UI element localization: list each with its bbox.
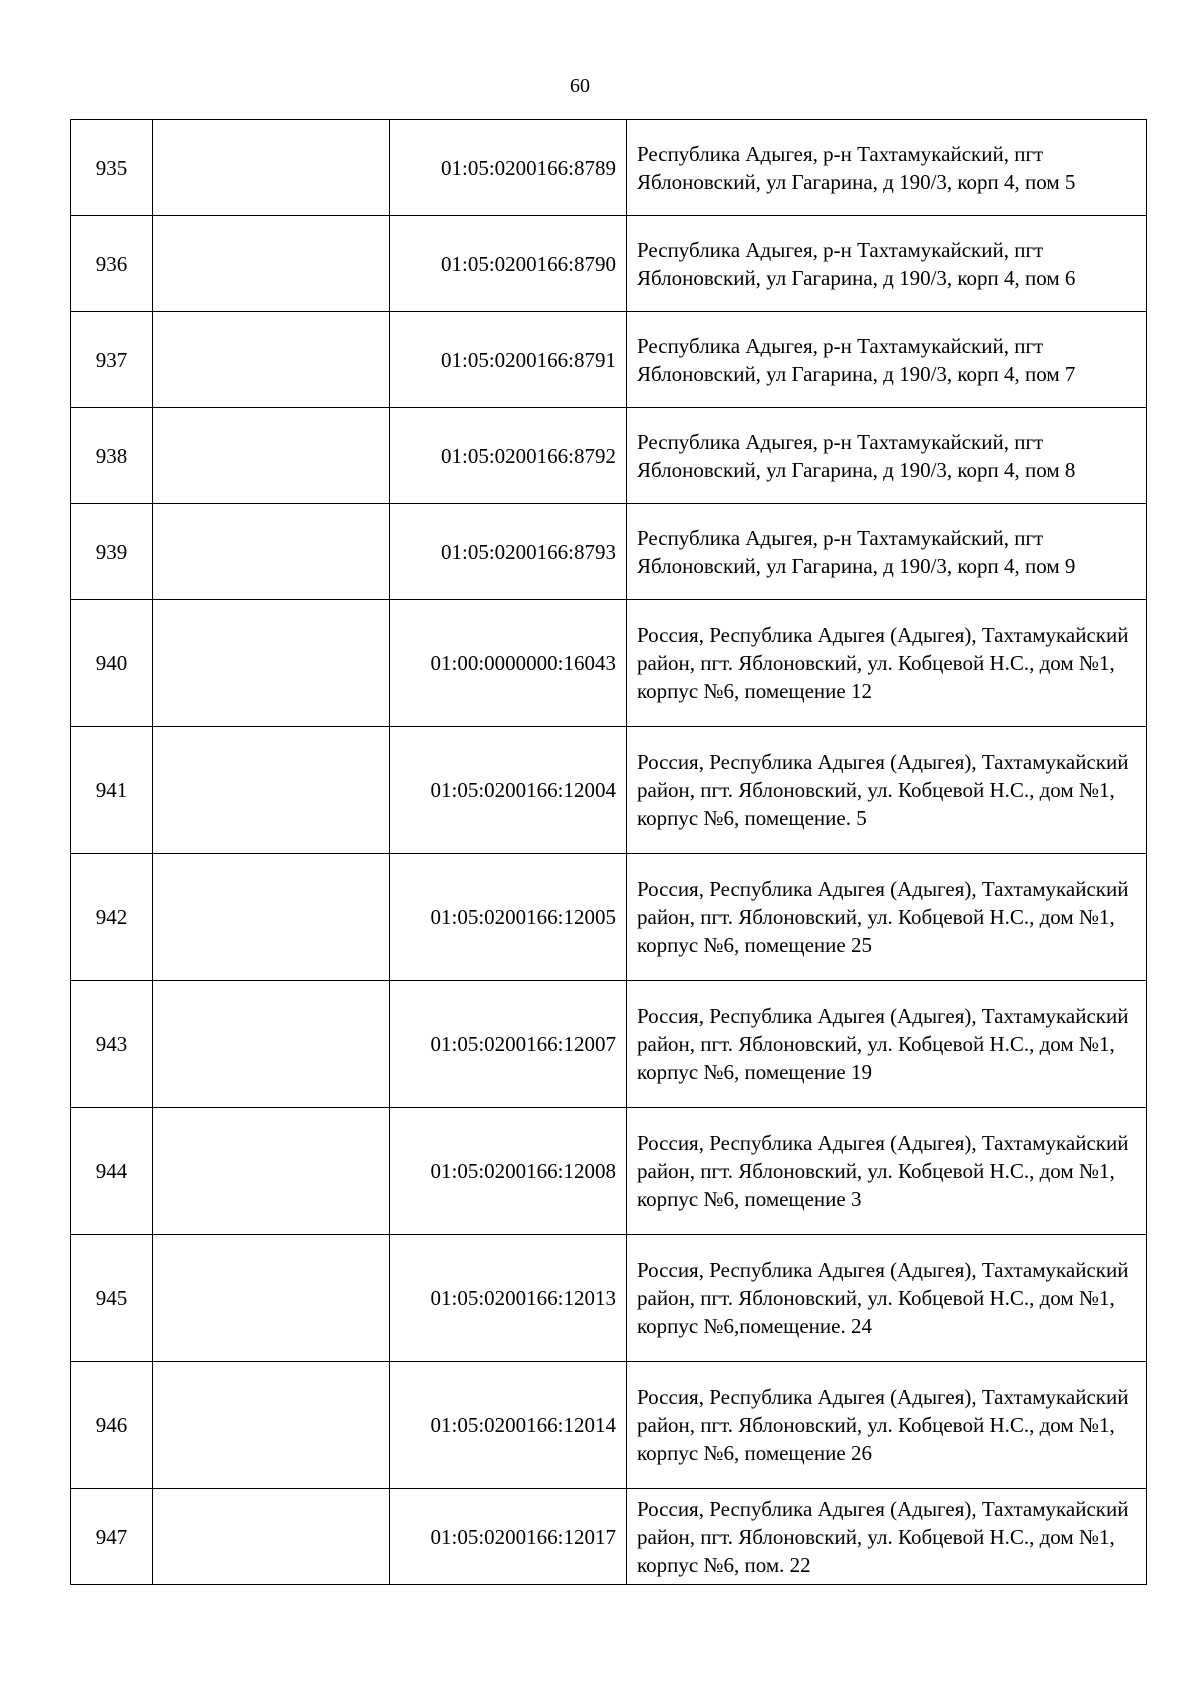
empty-cell	[153, 1489, 390, 1585]
table-row	[71, 727, 1147, 854]
row-number: 944	[71, 1108, 153, 1235]
address-cell: Республика Адыгея, р-н Тахтамукайский, пгт Яблоновский, ул Гагарина, д 190/3, корп 4, пом 5	[627, 120, 1147, 216]
empty-cell	[153, 1235, 390, 1362]
empty-cell	[153, 600, 390, 727]
row-number: 936	[71, 216, 153, 312]
cadastral-number: 01:05:0200166:12017	[390, 1489, 627, 1585]
address-cell: Республика Адыгея, р-н Тахтамукайский, пгт Яблоновский, ул Гагарина, д 190/3, корп 4, пом 6	[627, 216, 1147, 312]
table-row	[71, 504, 1147, 600]
empty-cell	[153, 1362, 390, 1489]
cadastral-number: 01:05:0200166:12013	[390, 1235, 627, 1362]
address-cell: Россия, Республика Адыгея (Адыгея), Тахтамукайский район, пгт. Яблоновский, ул. Кобцевой Н.С., дом №1, корпус №6,помещение. 24	[627, 1235, 1147, 1362]
table-row	[71, 1362, 1147, 1489]
cadastral-number: 01:05:0200166:12008	[390, 1108, 627, 1235]
cadastral-number: 01:05:0200166:12014	[390, 1362, 627, 1489]
address-cell: Республика Адыгея, р-н Тахтамукайский, пгт Яблоновский, ул Гагарина, д 190/3, корп 4, пом 7	[627, 312, 1147, 408]
empty-cell	[153, 854, 390, 981]
table-row	[71, 981, 1147, 1108]
cadastral-number: 01:00:0000000:16043	[390, 600, 627, 727]
empty-cell	[153, 216, 390, 312]
table-row	[71, 120, 1147, 216]
empty-cell	[153, 120, 390, 216]
table-row	[71, 216, 1147, 312]
registry-table-body	[71, 120, 1147, 1585]
cadastral-number: 01:05:0200166:12005	[390, 854, 627, 981]
table-row	[71, 408, 1147, 504]
address-cell: Россия, Республика Адыгея (Адыгея), Тахтамукайский район, пгт. Яблоновский, ул. Кобцевой Н.С., дом №1, корпус №6, пом. 22	[627, 1489, 1147, 1585]
address-cell: Республика Адыгея, р-н Тахтамукайский, пгт Яблоновский, ул Гагарина, д 190/3, корп 4, пом 8	[627, 408, 1147, 504]
row-number: 942	[71, 854, 153, 981]
empty-cell	[153, 1108, 390, 1235]
cadastral-number: 01:05:0200166:12007	[390, 981, 627, 1108]
table-row	[71, 1489, 1147, 1585]
page-number: 60	[570, 75, 590, 97]
row-number: 935	[71, 120, 153, 216]
cadastral-number: 01:05:0200166:8792	[390, 408, 627, 504]
address-cell: Республика Адыгея, р-н Тахтамукайский, пгт Яблоновский, ул Гагарина, д 190/3, корп 4, пом 9	[627, 504, 1147, 600]
address-cell: Россия, Республика Адыгея (Адыгея), Тахтамукайский район, пгт. Яблоновский, ул. Кобцевой Н.С., дом №1, корпус №6, помещение 25	[627, 854, 1147, 981]
empty-cell	[153, 727, 390, 854]
empty-cell	[153, 504, 390, 600]
cadastral-number: 01:05:0200166:8789	[390, 120, 627, 216]
table-row	[71, 600, 1147, 727]
row-number: 945	[71, 1235, 153, 1362]
registry-table	[70, 119, 1147, 1585]
empty-cell	[153, 312, 390, 408]
cadastral-number: 01:05:0200166:8791	[390, 312, 627, 408]
table-row	[71, 1235, 1147, 1362]
row-number: 947	[71, 1489, 153, 1585]
address-cell: Россия, Республика Адыгея (Адыгея), Тахтамукайский район, пгт. Яблоновский, ул. Кобцевой Н.С., дом №1, корпус №6, помещение 26	[627, 1362, 1147, 1489]
cadastral-number: 01:05:0200166:12004	[390, 727, 627, 854]
table-row	[71, 1108, 1147, 1235]
row-number: 941	[71, 727, 153, 854]
row-number: 939	[71, 504, 153, 600]
table-row	[71, 312, 1147, 408]
row-number: 940	[71, 600, 153, 727]
address-cell: Россия, Республика Адыгея (Адыгея), Тахтамукайский район, пгт. Яблоновский, ул. Кобцевой Н.С., дом №1, корпус №6, помещение. 5	[627, 727, 1147, 854]
table-row	[71, 854, 1147, 981]
empty-cell	[153, 981, 390, 1108]
address-cell: Россия, Республика Адыгея (Адыгея), Тахтамукайский район, пгт. Яблоновский, ул. Кобцевой Н.С., дом №1, корпус №6, помещение 3	[627, 1108, 1147, 1235]
address-cell: Россия, Республика Адыгея (Адыгея), Тахтамукайский район, пгт. Яблоновский, ул. Кобцевой Н.С., дом №1, корпус №6, помещение 19	[627, 981, 1147, 1108]
row-number: 943	[71, 981, 153, 1108]
empty-cell	[153, 408, 390, 504]
address-cell: Россия, Республика Адыгея (Адыгея), Тахтамукайский район, пгт. Яблоновский, ул. Кобцевой Н.С., дом №1, корпус №6, помещение 12	[627, 600, 1147, 727]
row-number: 938	[71, 408, 153, 504]
cadastral-number: 01:05:0200166:8790	[390, 216, 627, 312]
cadastral-number: 01:05:0200166:8793	[390, 504, 627, 600]
row-number: 937	[71, 312, 153, 408]
row-number: 946	[71, 1362, 153, 1489]
